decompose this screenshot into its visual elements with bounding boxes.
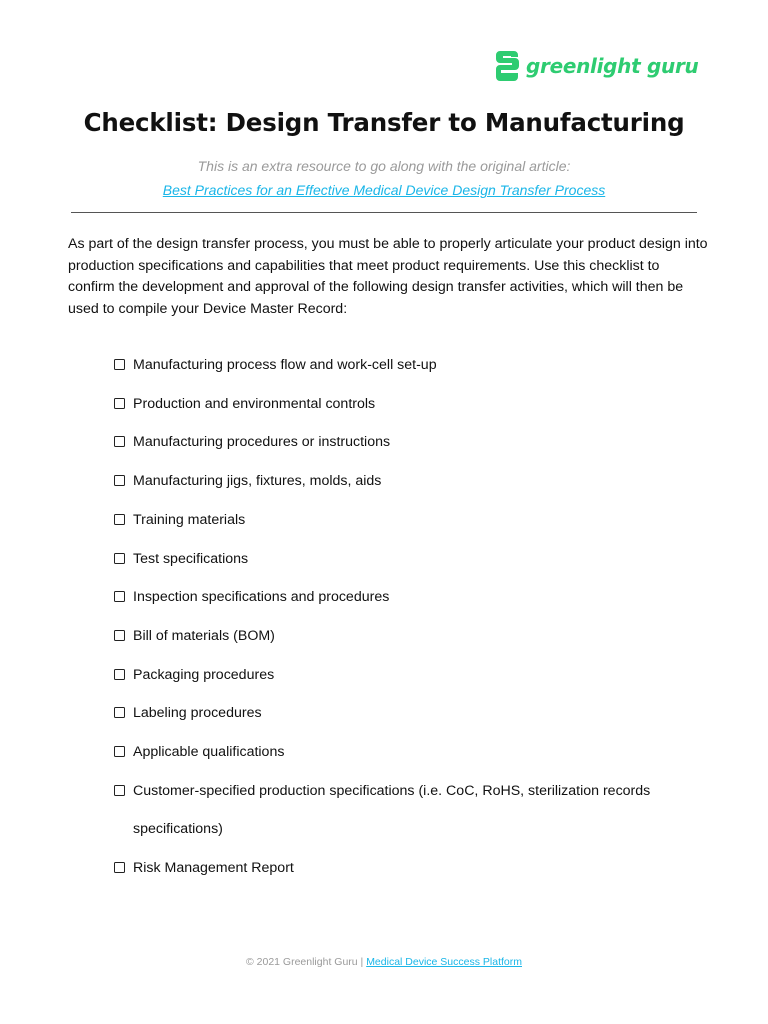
logo-wordmark: greenlight guru [526, 54, 699, 78]
checklist-item [114, 540, 714, 579]
checklist-item-label: Manufacturing jigs, fixtures, molds, aids [133, 473, 382, 490]
checklist-item-label: Applicable qualifications [133, 744, 285, 761]
checklist-item [114, 385, 714, 424]
checklist-item [114, 462, 714, 501]
checkbox[interactable] [114, 746, 125, 757]
checklist-item [114, 501, 714, 540]
page-title: Checklist: Design Transfer to Manufacturing [83, 108, 685, 137]
checklist-item-label: Labeling procedures [133, 705, 262, 722]
checkbox[interactable] [114, 669, 125, 680]
checklist-item-label: Training materials [133, 511, 246, 528]
checklist-item-label: Test specifications [133, 550, 249, 567]
intro-paragraph: As part of the design transfer process, you must be able to properly articulate your product design into production specifications and capabilities that meet product requirements. Use this checklist to confirm the development and approval of the following design transfer activities, which will then be used to compile your Device Master Record: [68, 236, 708, 317]
checklist-item [114, 423, 714, 462]
checkbox[interactable] [114, 436, 125, 447]
footer-platform-link[interactable]: Medical Device Success Platform [366, 956, 522, 968]
checkbox[interactable] [114, 359, 125, 370]
subtitle: This is an extra resource to go along with the original article: [197, 158, 571, 174]
article-link-line [0, 182, 768, 198]
checklist-item-label: Bill of materials (BOM) [133, 627, 275, 644]
checklist-item-label: Packaging procedures [133, 666, 275, 683]
checkbox[interactable] [114, 514, 125, 525]
checklist-item-label: Manufacturing procedures or instructions [133, 434, 391, 451]
checklist-item [114, 346, 714, 385]
checkbox[interactable] [114, 630, 125, 641]
checklist [114, 346, 714, 888]
checkbox[interactable] [114, 785, 125, 796]
checklist-item-label: Inspection specifications and procedures [133, 589, 390, 606]
checklist-item-label: Manufacturing process flow and work-cell set-up [133, 357, 437, 373]
checklist-item [114, 694, 714, 733]
footer-copyright: © 2021 Greenlight Guru | [245, 956, 367, 968]
greenlight-guru-logo-icon [494, 49, 520, 83]
checklist-item [114, 656, 714, 695]
checklist-item [114, 733, 714, 772]
checklist-item [114, 772, 714, 849]
checklist-item [114, 849, 714, 888]
checkbox[interactable] [114, 398, 125, 409]
footer [0, 956, 768, 968]
checklist-item-label: Customer-specified production specifications (i.e. CoC, RoHS, sterilization records specifications) [133, 782, 651, 838]
checklist-item-label: Production and environmental controls [133, 395, 376, 412]
divider [71, 212, 697, 213]
checklist-item-label: Risk Management Report [133, 860, 294, 877]
checklist-item [114, 617, 714, 656]
checklist-item [114, 578, 714, 617]
checkbox[interactable] [114, 553, 125, 564]
checkbox[interactable] [114, 862, 125, 873]
original-article-link[interactable]: Best Practices for an Effective Medical Device Design Transfer Process [162, 182, 606, 198]
checkbox[interactable] [114, 707, 125, 718]
greenlight-guru-logo [494, 48, 699, 84]
checkbox[interactable] [114, 475, 125, 486]
checkbox[interactable] [114, 591, 125, 602]
